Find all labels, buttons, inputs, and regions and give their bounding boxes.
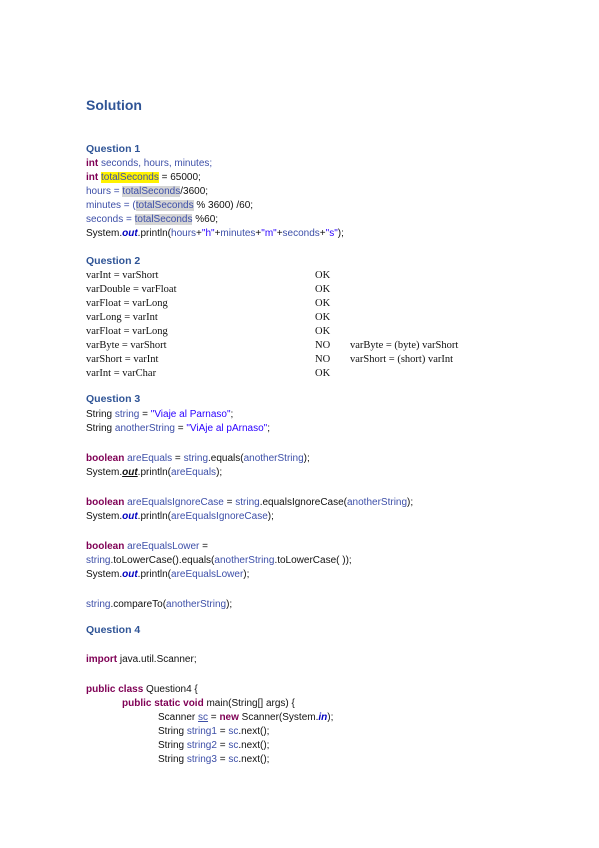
code-text: hours = xyxy=(86,186,123,197)
string-literal: "h" xyxy=(201,228,215,239)
keyword: static xyxy=(154,698,181,709)
string-literal: "s" xyxy=(325,228,338,239)
code-text: .next(); xyxy=(238,754,270,765)
code-line xyxy=(86,599,232,611)
result-cell: OK xyxy=(315,284,331,295)
result-cell: OK xyxy=(315,312,331,323)
code-text: System. xyxy=(86,228,123,239)
keyword: int xyxy=(86,172,99,183)
code-line xyxy=(86,453,310,465)
code-text: System. xyxy=(86,569,123,580)
variable: string xyxy=(183,453,209,464)
code-text: = xyxy=(139,409,151,420)
code-text: minutes xyxy=(220,228,256,239)
question-4-heading: Question 4 xyxy=(86,624,141,636)
code-line xyxy=(86,541,211,553)
variable: sc xyxy=(228,740,239,751)
code-line xyxy=(86,186,208,198)
code-line xyxy=(86,654,197,666)
code-text: + xyxy=(255,228,262,239)
assignment-expr: varInt = varChar xyxy=(86,368,157,379)
code-line xyxy=(86,409,233,421)
code-text: String xyxy=(86,423,113,434)
variable: string3 xyxy=(186,754,217,765)
code-text: .compareTo( xyxy=(110,599,167,610)
table-row xyxy=(86,354,454,366)
code-text: ; xyxy=(230,409,234,420)
result-cell: OK xyxy=(315,270,331,281)
field-out: out xyxy=(122,511,138,522)
code-line xyxy=(86,158,212,170)
assignment-expr: varLong = varInt xyxy=(86,312,158,323)
field-out: out xyxy=(122,467,138,478)
assignment-expr: varByte = varShort xyxy=(86,340,167,351)
variable: anotherString xyxy=(114,423,175,434)
variable-highlighted: totalSeconds xyxy=(134,214,193,225)
code-text: Question4 { xyxy=(143,684,198,695)
code-text: Scanner xyxy=(158,712,199,723)
code-text: .println( xyxy=(137,569,172,580)
code-text: Scanner(System. xyxy=(238,712,319,723)
code-line: String string3 = sc.next(); xyxy=(158,754,270,765)
field-out: out xyxy=(122,569,138,580)
keyword: public xyxy=(86,684,116,695)
code-line xyxy=(86,684,198,696)
variable-highlighted: totalSeconds xyxy=(101,172,159,183)
code-text: /3600; xyxy=(180,186,209,197)
string-literal: "m" xyxy=(261,228,277,239)
code-text: String xyxy=(158,740,185,751)
code-text: System. xyxy=(86,467,123,478)
code-text: String xyxy=(86,409,113,420)
variable: areEqualsIgnoreCase xyxy=(171,511,268,522)
result-cell: OK xyxy=(315,326,331,337)
code-line xyxy=(86,200,253,212)
code-text: = xyxy=(174,423,187,434)
code-line xyxy=(86,511,274,523)
code-text: seconds, hours, minutes; xyxy=(98,158,213,169)
assignment-expr: varFloat = varLong xyxy=(86,326,168,337)
variable: anotherString xyxy=(166,599,227,610)
table-row xyxy=(86,284,331,296)
code-text: + xyxy=(196,228,202,239)
code-line xyxy=(86,228,344,240)
code-line xyxy=(86,214,218,226)
code-text: String xyxy=(158,726,185,737)
result-cell: NO xyxy=(315,340,331,351)
variable: string xyxy=(114,409,140,420)
keyword: class xyxy=(118,684,144,695)
keyword: void xyxy=(183,698,204,709)
code-text: ); xyxy=(407,497,414,508)
string-literal: "ViAje al pArnaso" xyxy=(186,423,268,434)
keyword: boolean xyxy=(86,541,125,552)
variable: areEquals xyxy=(127,453,173,464)
variable-highlighted: totalSeconds xyxy=(122,186,181,197)
code-line xyxy=(122,698,295,710)
code-line xyxy=(86,467,222,479)
code-text: .println( xyxy=(137,467,172,478)
code-text: .equals( xyxy=(208,453,244,464)
code-text: ); xyxy=(337,228,344,239)
variable: string xyxy=(86,555,111,566)
code-text: .equals( xyxy=(178,555,215,566)
code-text: = xyxy=(199,541,211,552)
field-in: in xyxy=(318,712,328,723)
code-text: String xyxy=(158,754,185,765)
variable: string1 xyxy=(186,726,217,737)
variable: anotherString xyxy=(347,497,408,508)
code-text: % 3600) /60; xyxy=(193,200,254,211)
variable: areEqualsLower xyxy=(171,569,244,580)
code-text: seconds = xyxy=(86,214,135,225)
variable: sc xyxy=(228,754,239,765)
code-text: %60; xyxy=(192,214,219,225)
question-2-heading: Question 2 xyxy=(86,255,141,267)
code-line xyxy=(86,569,249,581)
code-text: .next(); xyxy=(238,726,270,737)
code-text: ); xyxy=(267,511,274,522)
result-cell: NO xyxy=(315,354,331,365)
variable: areEqualsLower xyxy=(127,541,200,552)
variable: string2 xyxy=(186,740,217,751)
assignment-expr: varInt = varShort xyxy=(86,270,159,281)
code-text: ); xyxy=(216,467,223,478)
code-text: .equalsIgnoreCase( xyxy=(259,497,347,508)
field-out: out xyxy=(122,228,138,239)
keyword: int xyxy=(86,158,99,169)
table-row xyxy=(86,298,331,310)
variable: sc xyxy=(198,712,209,723)
variable-highlighted: totalSeconds xyxy=(135,200,194,211)
code-text: ); xyxy=(226,599,233,610)
code-text: + xyxy=(319,228,326,239)
code-text: .toLowerCase() xyxy=(110,555,179,566)
assignment-expr: varDouble = varFloat xyxy=(86,284,177,295)
string-literal: "Viaje al Parnaso" xyxy=(150,409,231,420)
variable: anotherString xyxy=(243,453,304,464)
code-text: hours xyxy=(171,228,197,239)
code-text: = xyxy=(172,453,184,464)
result-cell: OK xyxy=(315,298,331,309)
code-text: = xyxy=(223,497,236,508)
table-row xyxy=(86,270,331,282)
question-1-heading: Question 1 xyxy=(86,143,141,155)
code-line xyxy=(86,555,352,567)
keyword: boolean xyxy=(86,453,125,464)
table-row xyxy=(86,326,331,338)
fix-cell: varShort = (short) varInt xyxy=(350,354,454,365)
keyword: import xyxy=(86,654,118,665)
code-text: minutes = ( xyxy=(86,200,136,211)
code-text: .toLowerCase( )); xyxy=(274,555,352,566)
fix-cell: varByte = (byte) varShort xyxy=(350,340,459,351)
code-text: ); xyxy=(327,712,334,723)
code-text: = 65000; xyxy=(158,172,201,183)
code-text: .next(); xyxy=(238,740,270,751)
code-text: .println( xyxy=(137,228,172,239)
table-row xyxy=(86,312,331,324)
page-title: Solution xyxy=(86,97,142,113)
question-3-heading: Question 3 xyxy=(86,393,141,405)
variable: sc xyxy=(228,726,239,737)
code-line: String string2 = sc.next(); xyxy=(158,740,270,751)
code-text: ); xyxy=(243,569,250,580)
assignment-expr: varShort = varInt xyxy=(86,354,159,365)
code-line xyxy=(86,497,413,509)
code-text: System. xyxy=(86,511,123,522)
variable: anotherString xyxy=(214,555,275,566)
keyword: new xyxy=(219,712,239,723)
result-cell: OK xyxy=(315,368,331,379)
code-text: ; xyxy=(267,423,270,434)
keyword: boolean xyxy=(86,497,125,508)
code-text: seconds xyxy=(282,228,320,239)
code-text: + xyxy=(214,228,221,239)
code-line: String string1 = sc.next(); xyxy=(158,726,270,737)
code-line xyxy=(86,172,201,184)
variable: string xyxy=(86,599,111,610)
code-line: Scanner sc = new Scanner(System.in); xyxy=(158,712,334,723)
variable: areEqualsIgnoreCase xyxy=(127,497,224,508)
table-row xyxy=(86,368,331,380)
variable: string xyxy=(235,497,260,508)
variable: areEquals xyxy=(171,467,217,478)
code-text: ); xyxy=(303,453,310,464)
code-text: main(String[] args) { xyxy=(203,698,295,709)
code-text: + xyxy=(276,228,283,239)
assignment-expr: varFloat = varLong xyxy=(86,298,168,309)
keyword: public xyxy=(122,698,152,709)
code-text: java.util.Scanner; xyxy=(117,654,197,665)
code-text: .println( xyxy=(137,511,172,522)
table-row xyxy=(86,340,459,352)
code-line xyxy=(86,423,270,435)
